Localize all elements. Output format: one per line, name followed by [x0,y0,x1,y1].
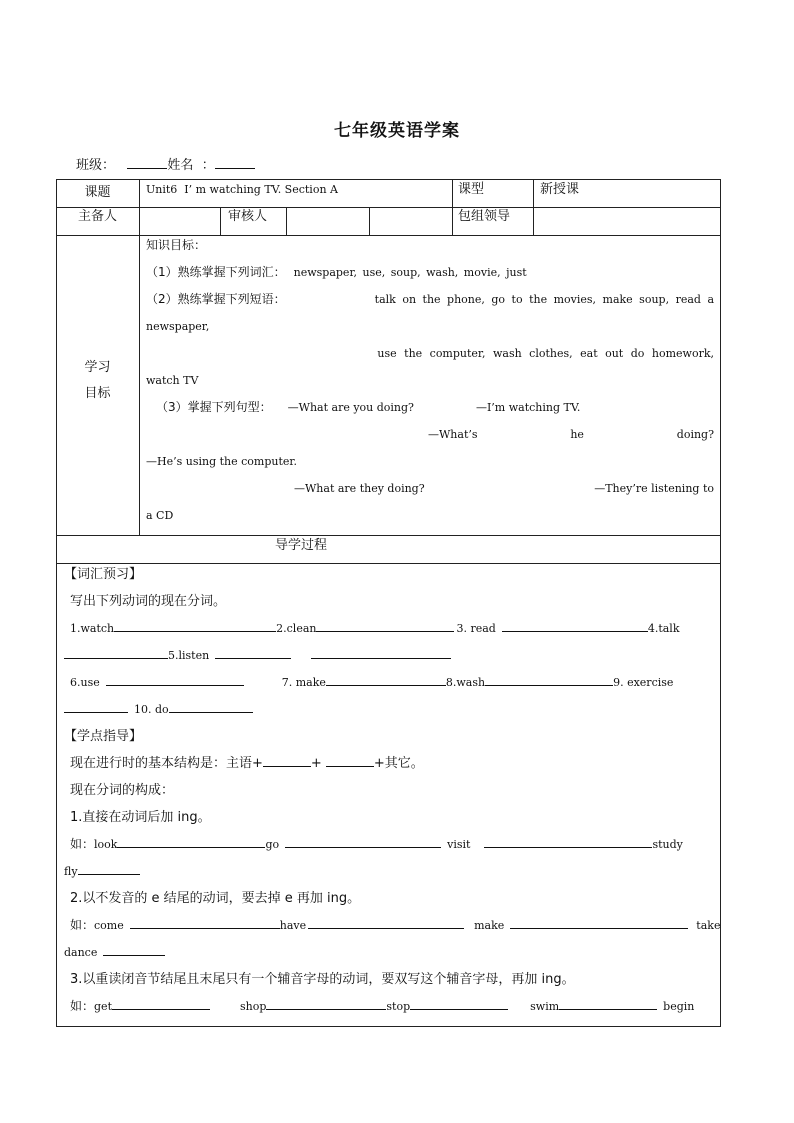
r3-stop: stop [386,1000,411,1013]
r1-look: look [94,838,118,851]
item-talk: 4.talk [647,622,680,635]
blank-dance[interactable] [103,941,165,956]
r3-begin: begin [663,1000,695,1013]
objectives-label-line2: 目标 [84,386,111,401]
blank-stop[interactable] [410,995,508,1010]
formation-line: 现在分词的构成： [70,783,175,798]
rule2-ex-label: 如： [70,918,95,932]
pattern-q2-b: he [570,428,584,441]
r1-fly: fly [64,865,78,878]
blank-exercise[interactable] [64,698,128,713]
blank-come[interactable] [130,914,280,929]
rule2-line: 2.以不发音的 e 结尾的动词，要去掉 e 再加 ing。 [70,891,361,906]
objectives-content [146,232,714,532]
pattern-q2-a: —What’s [428,428,478,441]
name-blank[interactable] [215,156,255,169]
reviewer-value[interactable] [286,207,369,235]
pattern-a1: —I’m watching TV. [475,401,581,414]
blank-do[interactable] [169,698,253,713]
r3-get: get [94,1000,112,1013]
vocab-row-2 [64,642,714,669]
item-wash: 8.wash [445,676,486,689]
phrases-line4: watch TV [146,374,199,387]
pattern-q2-c: doing? [676,428,714,441]
r3-shop: shop [240,1000,267,1013]
preparer-value[interactable] [139,207,220,235]
r1-study: study [652,838,683,851]
blank-look[interactable] [117,833,265,848]
objectives-label-line1: 学习 [84,360,111,375]
objectives-heading: 知识目标： [146,238,207,252]
vocab-words: newspaper, use, soup, wash, movie, just [293,266,527,279]
name-colon: ： [201,158,215,173]
blank-make-2[interactable] [510,914,688,929]
vocab-preview-heading: 【词汇预习】 [64,567,143,582]
rule1-line: 1.直接在动词后加 ing。 [70,810,211,825]
pattern-q3: —What are they doing? [294,482,425,495]
r1-visit: visit [447,838,471,851]
vocab-row-1 [64,615,714,642]
r2-make: make [474,919,505,932]
rule1-examples [64,831,714,858]
item-listen: 5.listen [168,649,210,662]
objectives-label [56,355,139,407]
r1-go: go [265,838,280,851]
pattern-q3-a3 [294,475,714,502]
item-clean: 2.clean [276,622,317,635]
pattern-a3-a: —They’re listening to [594,482,714,495]
rule3-ex-label: 如： [70,999,95,1013]
blank-get[interactable] [112,995,210,1010]
blank-listen-1[interactable] [215,644,291,659]
leader-label: 包组领导 [458,209,511,224]
phrases-line2: newspaper, [146,320,210,333]
blank-listen-2[interactable] [311,644,451,659]
rule3-line: 3.以重读闭音节结尾且末尾只有一个辅音字母的动词，要双写这个辅音字母，再加 ing。 [70,972,575,987]
rule2-examples [64,912,721,939]
rule1-ex-label: 如： [70,837,95,851]
phrases-intro: （2）熟练掌握下列短语： [146,292,286,306]
vocab-row-4 [64,696,714,723]
pattern-q1: —What are you doing? [287,401,414,414]
name-label: 姓名 [167,158,194,173]
pattern-q2 [428,421,714,448]
blank-talk[interactable] [64,644,168,659]
item-read: 3. read [456,622,496,635]
blank-clean[interactable] [316,617,454,632]
blank-visit[interactable] [484,833,652,848]
blank-make[interactable] [326,671,446,686]
r3-swim: swim [530,1000,560,1013]
preparer-label: 主备人 [77,209,117,224]
structure-b: + [310,756,322,771]
objectives-phrases [146,286,714,313]
class-blank[interactable] [127,156,167,169]
r2-come: come [94,919,124,932]
student-info-line [76,154,255,173]
r2-have: have [279,919,307,932]
objectives-vocab [146,259,714,286]
structure-c: +其它。 [373,756,424,771]
blank-fly[interactable] [78,860,140,875]
blank-go[interactable] [285,833,441,848]
leader-value[interactable] [533,207,720,235]
topic-value: Unit6 I’ m watching TV. Section A [146,183,338,196]
r2-take: take [696,919,721,932]
blank-structure-1[interactable] [263,752,311,767]
blank-wash[interactable] [485,671,613,686]
type-label: 课型 [458,182,485,197]
process-header: 导学过程 [274,538,327,553]
blank-shop[interactable] [266,995,386,1010]
blank-structure-2[interactable] [326,752,374,767]
item-exercise: 9. exercise [613,676,674,689]
process-content [64,561,721,1023]
points-heading: 【学点指导】 [64,729,143,744]
blank-read[interactable] [502,617,648,632]
item-make: 7. make [281,676,326,689]
phrases-line1: talk on the phone, go to the movies, make soup, read a [374,293,714,306]
vocab-preview-instruction: 写出下列动词的现在分词。 [70,594,227,609]
rule3-examples [64,993,714,1020]
blank-swim[interactable] [559,995,657,1010]
pattern-a3-b: a CD [146,509,174,522]
vocab-row-3 [64,669,714,696]
pattern-a2: —He’s using the computer. [146,455,297,468]
structure-a: 现在进行时的基本结构是：主语+ [70,756,263,771]
type-value: 新授课 [540,182,580,197]
vocab-intro: （1）熟练掌握下列词汇： [146,265,286,279]
item-watch: 1.watch [70,622,115,635]
blank-have[interactable] [308,914,464,929]
patterns-intro: （3）掌握下列句型： [156,400,272,414]
item-do: 10. do [134,703,169,716]
blank-watch[interactable] [114,617,276,632]
item-use: 6.use [70,676,100,689]
blank-use[interactable] [106,671,244,686]
reviewer-label: 审核人 [228,209,268,224]
phrases-line3: use the computer, wash clothes, eat out do homework, [377,347,714,360]
page-title: 七年级英语学案 [334,121,460,141]
topic-label: 课题 [84,185,111,200]
class-label: 班级： [76,158,116,173]
rule1-examples-2 [64,858,714,885]
structure-line [70,750,714,777]
rule2-examples-2 [64,939,714,966]
objectives-patterns [146,394,714,421]
r2-dance: dance [64,946,98,959]
